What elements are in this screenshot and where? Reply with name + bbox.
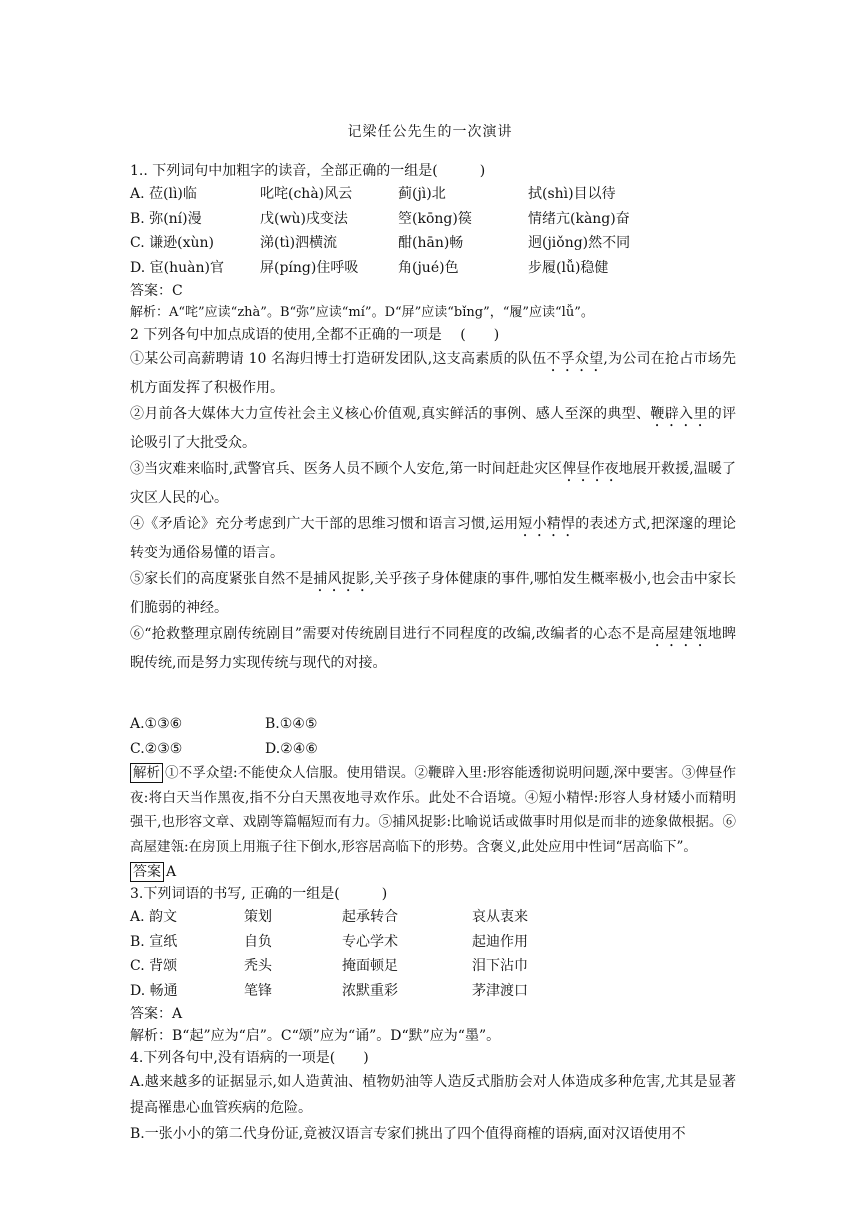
q2-answer: 答案 A [130,861,736,883]
q2-sentence-1: ①某公司高薪聘请 10 名海归博士打造研发团队,这支高素质的队伍不孚众望,为公司在抢占市场先机方面发挥了积极作用。 [130,351,736,396]
q2-options-row-2: C.②③⑤ D.②④⑥ [130,740,318,757]
q3-option-d: D. 畅通 笔锋 浓默重彩 茅津渡口 [130,982,528,999]
idiom-highlight: 鞭辟入里 [650,406,708,422]
idiom-highlight: 高屋建瓴 [650,626,708,642]
q1-option-a: A. 莅(lì)临 叱咤(chà)风云 蓟(jì)北 拭(shì)目以待 [130,186,616,202]
q1-analysis: 解析：A“咤”应读“zhà”。B“弥”应读“mí”。D“屏”应读“bǐng”，“履”应读“lǚ”。 [130,305,594,320]
q4-stem: 4.下列各句中,没有语病的一项是( ) [130,1050,369,1066]
q2-sentence-5: ⑤家长们的高度紧张自然不是捕风捉影,关乎孩子身体健康的事件,哪怕发生概率极小,也会击中家长们脆弱的神经。 [130,571,736,616]
document-content [130,160,736,1147]
q3-analysis: 解析：B“起”应为“启”。C“颂”应为“诵”。D“默”应为“墨”。 [130,1028,501,1044]
idiom-highlight: 捕风捉影 [313,571,370,587]
q1-option-d: D. 宦(huàn)官 屏(píng)住呼吸 角(jué)色 步履(lǚ)稳健 [130,259,609,276]
q3-answer: 答案：A [130,1006,183,1022]
q1-stem: 1.. 下列词句中加粗字的读音，全部正确的一组是( ) [130,163,486,179]
answer-label: 答案 [130,862,164,882]
idiom-highlight: 短小精悍 [518,516,576,532]
q2-sentence-3: ③当灾难来临时,武警官兵、医务人员不顾个人安危,第一时间赶赴灾区俾昼作夜地展开救援,温暖了灾区人民的心。 [130,461,736,506]
q4-option-b: B.一张小小的第二代身份证,竟被汉语言专家们挑出了四个值得商榷的语病,面对汉语使用不 [130,1126,686,1142]
q2-options-row-1: A.①③⑥ B.①④⑤ [130,716,318,732]
q2-sentence-6: ⑥“抢救整理京剧传统剧目”需要对传统剧目进行不同程度的改编,改编者的心态不是高屋建瓴地睥睨传统,而是努力实现传统与现代的对接。 [130,626,737,671]
document-title: 记梁任公先生的一次演讲 [347,124,513,140]
q1-answer: 答案：C [130,283,183,299]
q2-sentence-4: ④《矛盾论》充分考虑到广大干部的思维习惯和语言习惯,运用短小精悍的表述方式,把深邃的理论转变为通俗易懂的语言。 [130,516,737,561]
q2-analysis: 解析 ①不孚众望:不能使众人信服。使用错误。②鞭辟入里:形容能透彻说明问题,深中要害。③俾昼作夜:将白天当作黑夜,指不分白天黑夜地寻欢作乐。此处不合语境。④短小精悍:形容人身材矮小而精明强干,也形容文章、戏剧等篇幅短而有力。⑤捕风捉影:比喻说话或做事时用似是而非的迹象做根据。⑥高屋建瓴:在房顶上用瓶子往下倒水,形容居高临下的形势。含褒义,此处应用中性词“居高临下”。 [130,765,736,855]
q3-option-a: A. 韵文 策划 起承转合 哀从衷来 [130,909,528,925]
q1-option-b: B. 弥(ní)漫 戊(wù)戌变法 箜(kōng)篌 情绪亢(kàng)奋 [130,210,630,227]
q3-option-c: C. 背颂 秃头 掩面顿足 泪下沾巾 [130,958,528,974]
q3-stem: 3.下列词语的书写, 正确的一组是( ) [130,886,388,902]
idiom-highlight: 不孚众望 [546,351,604,367]
q1-option-c: C. 谦逊(xùn) 涕(tì)泗横流 酣(hān)畅 迥(jiǒng)然不同 [130,235,631,251]
q2-sentence-2: ②月前各大媒体大力宣传社会主义核心价值观,真实鲜活的事例、感人至深的典型、鞭辟入里的评论吸引了大批受众。 [130,406,737,451]
q4-option-a: A.越来越多的证据显示,如人造黄油、植物奶油等人造反式脂肪会对人体造成多种危害,尤其是显著提高罹患心血管疾病的危险。 [130,1074,736,1116]
analysis-label: 解析 [130,763,163,783]
q2-stem: 2 下列各句中加点成语的使用,全都不正确的一项是 ( ) [130,327,500,343]
idiom-highlight: 俾昼作夜 [562,461,619,477]
q3-option-b: B. 宣纸 自负 专心学术 起迪作用 [130,933,528,950]
